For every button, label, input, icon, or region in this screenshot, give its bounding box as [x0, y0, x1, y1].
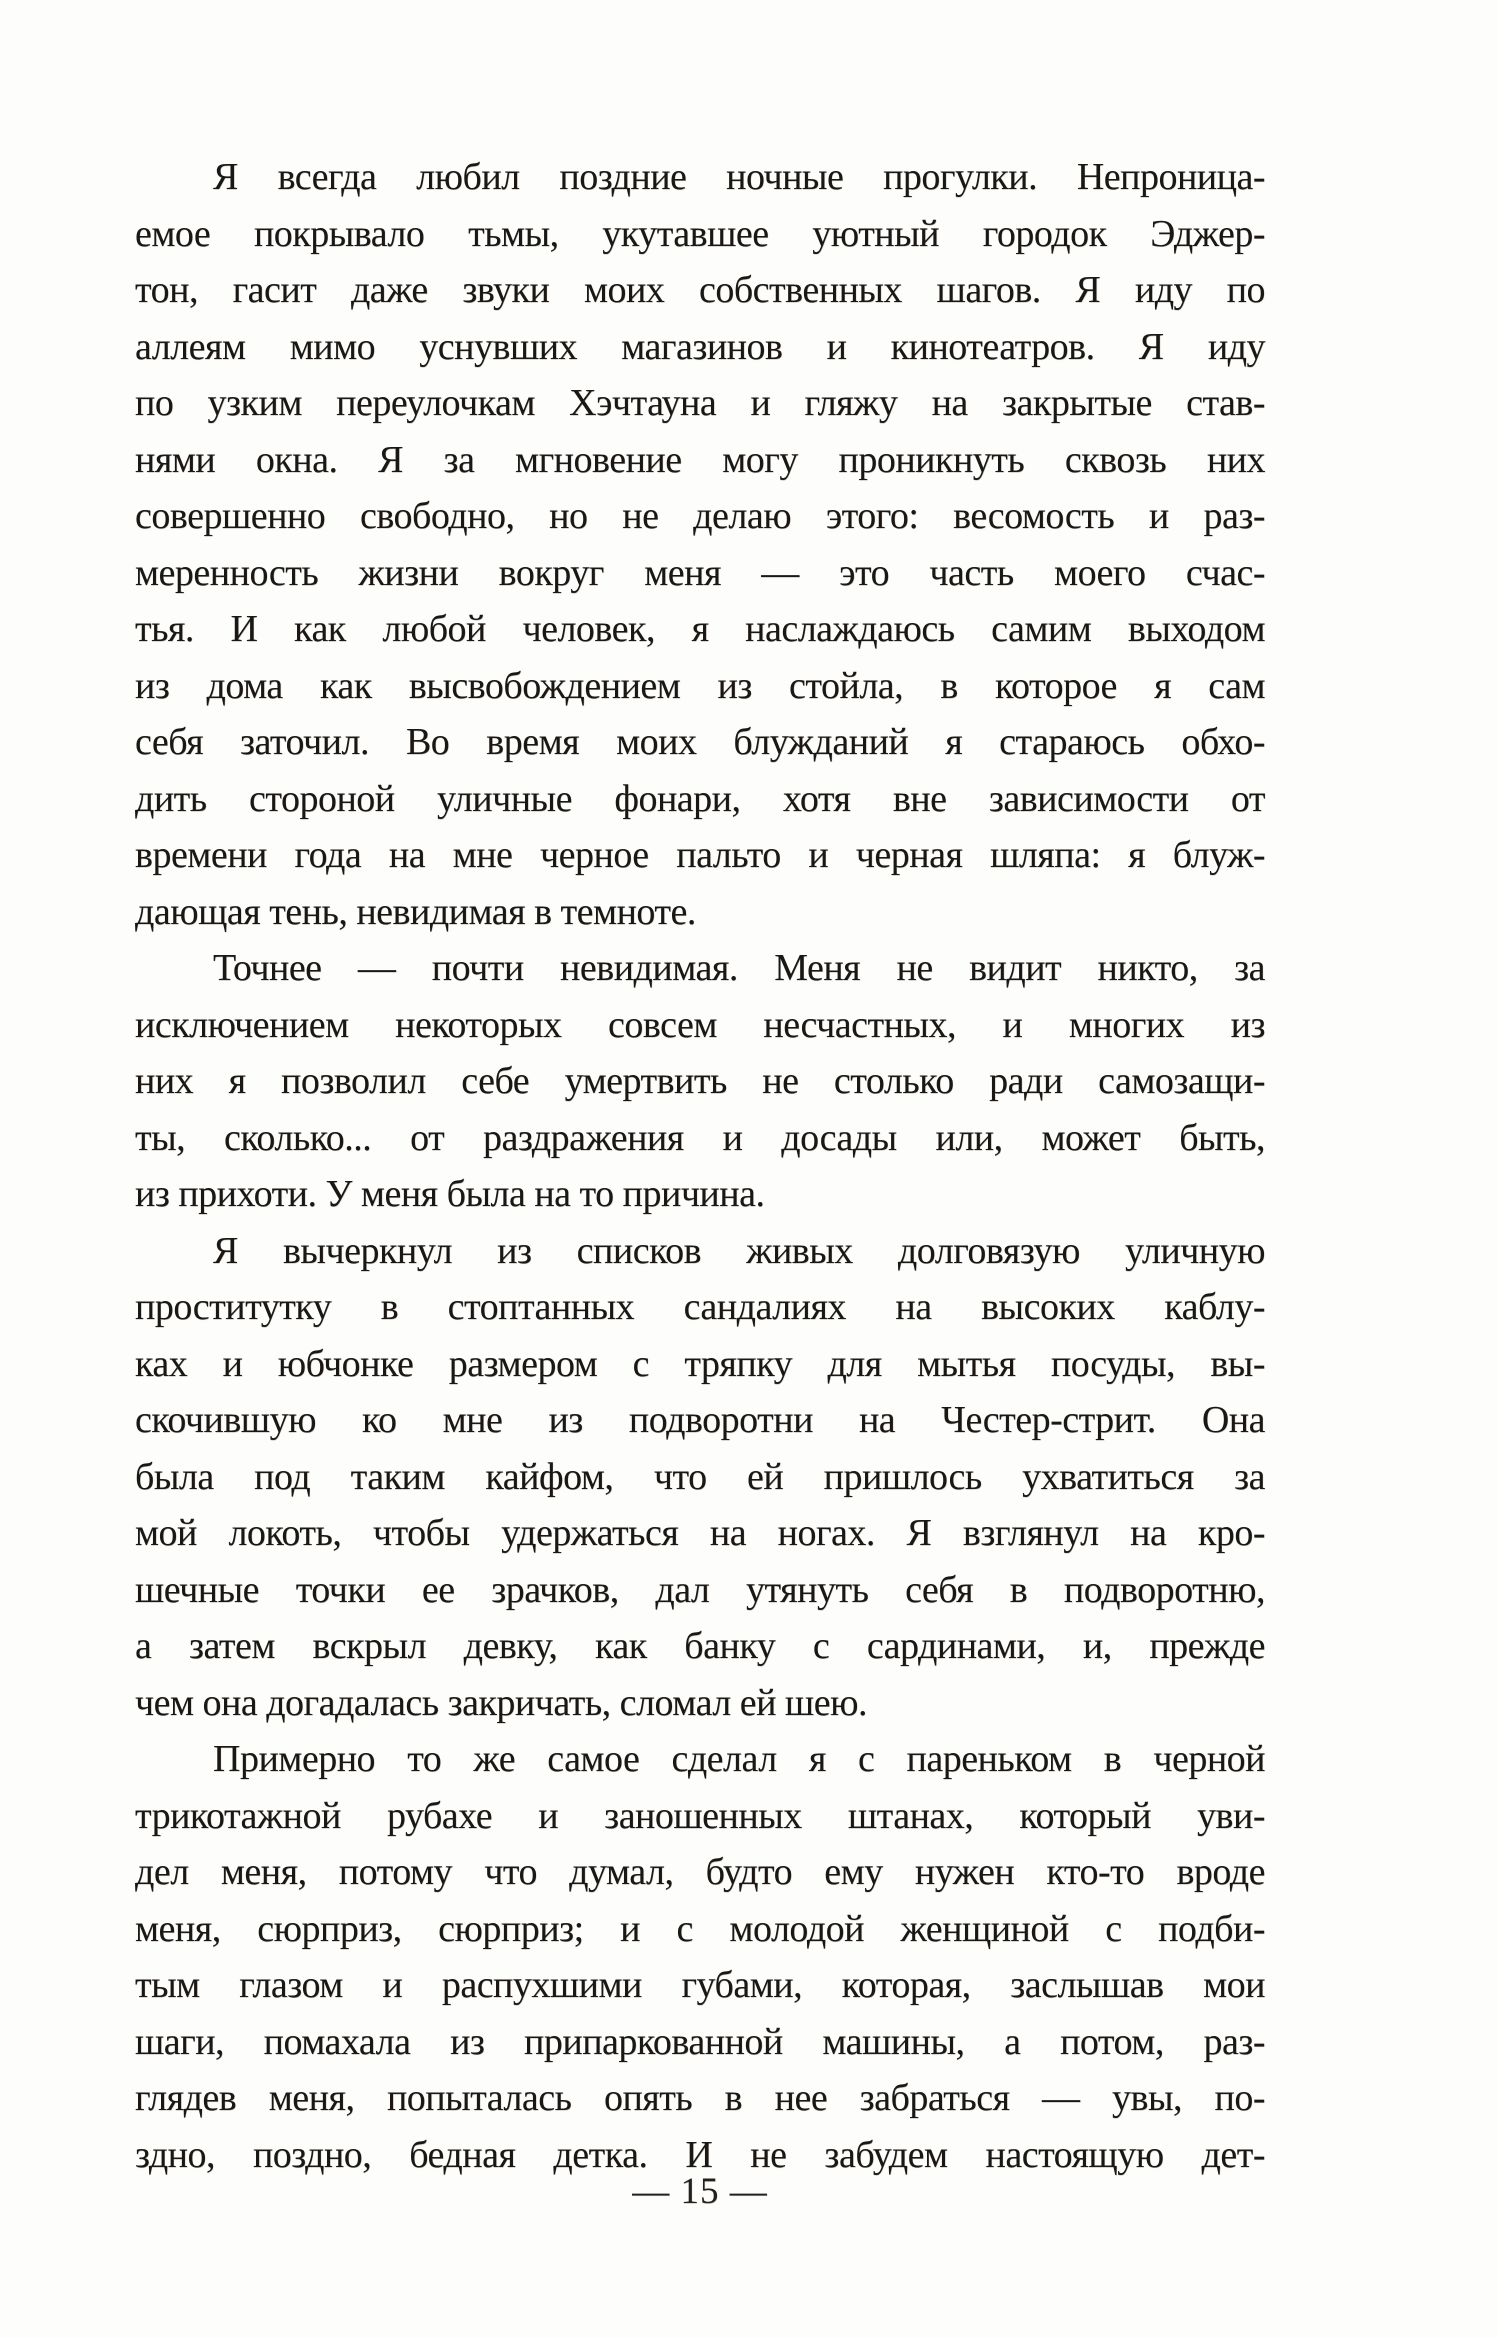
text-line: мой локоть, чтобы удержаться на ногах. Я взглянул на кро-	[135, 1512, 1265, 1554]
text-line: по узким переулочкам Хэчтауна и гляжу на закрытые став-	[135, 382, 1265, 424]
text-line: из прихоти. У меня была на то причина.	[135, 1173, 765, 1215]
text-line: трикотажной рубахе и заношенных штанах, который уви-	[135, 1794, 1265, 1837]
text-line: тон, гасит даже звуки моих собственных шагов. Я иду по	[135, 269, 1265, 311]
text-line: чем она догадалась закричать, сломал ей шею.	[135, 1681, 867, 1724]
text-line: меня, сюрприз, сюрприз; и с молодой женщиной с подби-	[135, 1907, 1265, 1950]
text-line: проститутку в стоптанных сандалиях на высоких каблу-	[135, 1286, 1265, 1328]
text-line: была под таким кайфом, что ей пришлось ухватиться за	[135, 1455, 1265, 1498]
text-line: а затем вскрыл девку, как банку с сардинами, и, прежде	[135, 1625, 1265, 1667]
paragraph	[135, 1223, 1265, 1732]
text-line: ты, сколько... от раздражения и досады или, может быть,	[135, 1116, 1265, 1159]
text-line: Примерно то же самое сделал я с пареньком в черной	[213, 1738, 1265, 1780]
text-line: аллеям мимо уснувших магазинов и кинотеатров. Я иду	[135, 325, 1265, 368]
text-line: тым глазом и распухшими губами, которая, заслышав мои	[135, 1964, 1265, 2006]
paragraph	[135, 1731, 1265, 2183]
page-number: — 15 —	[632, 2171, 768, 2212]
text-line: совершенно свободно, но не делаю этого: весомость и раз-	[135, 495, 1265, 537]
text-line: Я вычеркнул из списков живых долговязую уличную	[213, 1229, 1265, 1272]
text-line: дел меня, потому что думал, будто ему нужен кто-то вроде	[135, 1851, 1265, 1893]
text-line: времени года на мне черное пальто и черная шляпа: я блуж-	[135, 834, 1265, 876]
text-line: из дома как высвобождением из стойла, в которое я сам	[135, 664, 1265, 707]
text-line: шечные точки ее зрачков, дал утянуть себя в подворотню,	[135, 1568, 1265, 1611]
text-line: себя заточил. Во время моих блужданий я стараюсь обхо-	[135, 721, 1265, 763]
text-line: дающая тень, невидимая в темноте.	[135, 890, 696, 933]
text-line: емое покрывало тьмы, укутавшее уютный городок Эджер-	[135, 212, 1265, 255]
text-line: здно, поздно, бедная детка. И не забудем настоящую дет-	[135, 2133, 1265, 2176]
text-line: ках и юбчонке размером с тряпку для мытья посуды, вы-	[135, 1342, 1265, 1385]
text-line: исключением некоторых совсем несчастных, и многих из	[135, 1003, 1265, 1046]
paragraph	[135, 940, 1265, 1223]
text-line: шаги, помахала из припаркованной машины, а потом, раз-	[135, 2020, 1265, 2063]
text-line: Точнее — почти невидимая. Меня не видит никто, за	[213, 947, 1265, 989]
text-line: тья. И как любой человек, я наслаждаюсь самим выходом	[135, 608, 1265, 650]
text-line: нями окна. Я за мгновение могу проникнуть сквозь них	[135, 438, 1265, 481]
text-line: дить стороной уличные фонари, хотя вне зависимости от	[135, 777, 1265, 820]
text-line: меренность жизни вокруг меня — это часть моего счас-	[135, 551, 1265, 594]
text-line: глядев меня, попыталась опять в нее забраться — увы, по-	[135, 2077, 1265, 2119]
page-text	[135, 149, 1265, 2183]
page-footer	[135, 2164, 1265, 2220]
paragraph	[135, 149, 1265, 940]
text-line: скочившую ко мне из подворотни на Честер-стрит. Она	[135, 1399, 1265, 1441]
text-line: них я позволил себе умертвить не столько ради самозащи-	[135, 1060, 1265, 1102]
text-line: Я всегда любил поздние ночные прогулки. Непроница-	[213, 156, 1265, 198]
